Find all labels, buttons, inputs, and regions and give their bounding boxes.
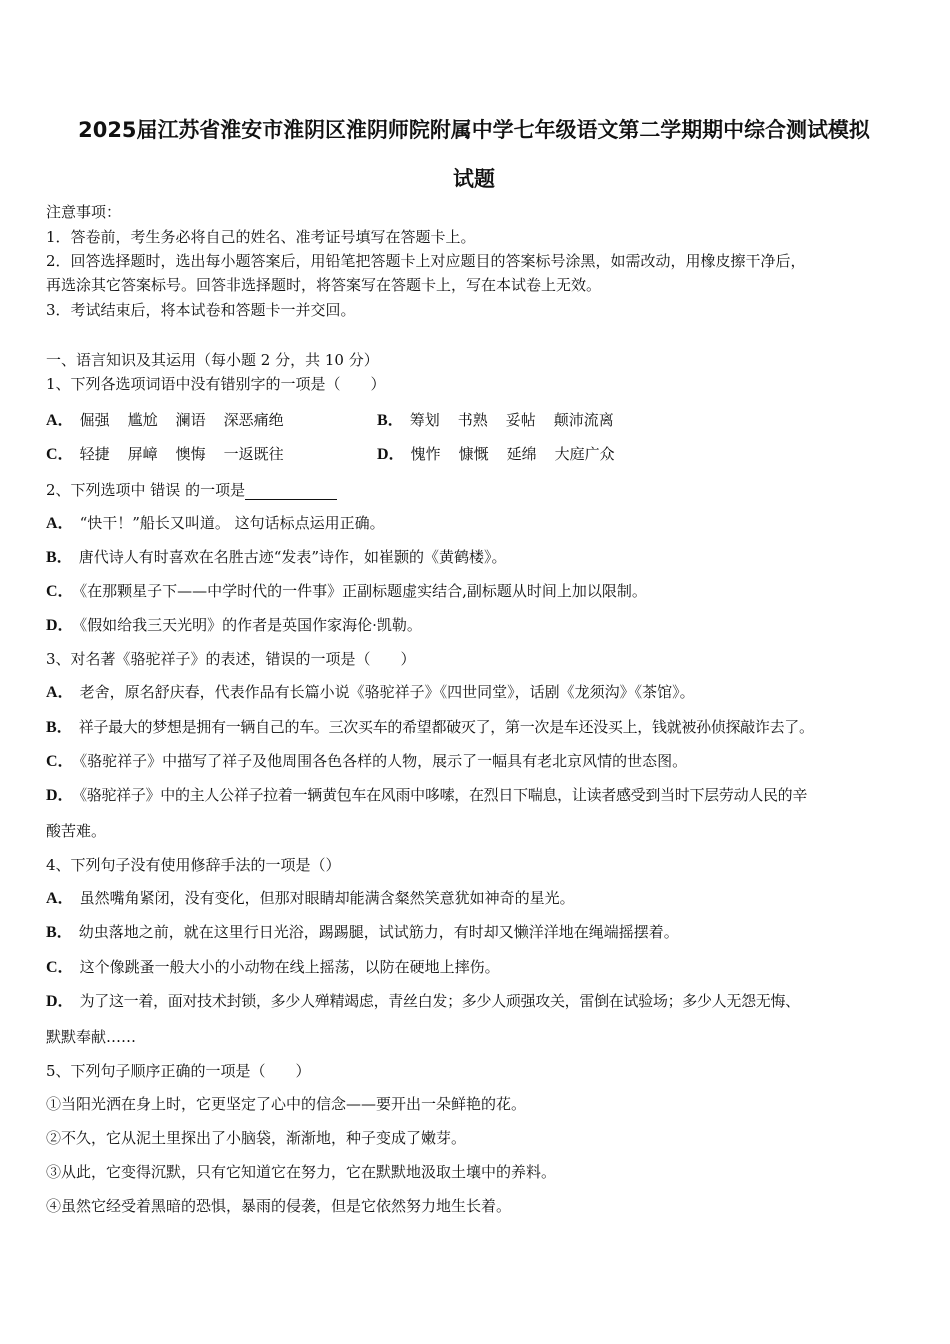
option-word: 轻捷 (79, 445, 110, 463)
question-2-option-b (46, 547, 507, 568)
option-text: 《骆驼祥子》中描写了祥子及他周围各色各样的人物，展示了一幅具有老北京风情的世态图。 (79, 752, 688, 770)
option-letter: D． (46, 617, 74, 634)
option-word: 懊悔 (175, 445, 206, 463)
option-letter: A． (46, 890, 74, 907)
option-letter: B． (46, 719, 73, 736)
option-letter: C． (46, 959, 74, 976)
option-letter: C． (46, 583, 74, 600)
option-word: 大庭广众 (554, 445, 615, 463)
option-text: 《骆驼祥子》中的主人公祥子拉着一辆黄包车在风雨中哆嗦，在烈日下喘息，让读者感受到当时下层劳动人民的辛 (79, 786, 808, 804)
option-text: “快干！”船长又叫道。 这句话标点运用正确。 (79, 514, 385, 532)
option-text: 为了这一着，面对技术封锁，多少人殚精竭虑，青丝白发；多少人顽强攻关，雷倒在试验场；多少人无怨无悔、 (79, 992, 800, 1010)
option-word: 筹划 (409, 411, 440, 429)
question-3-option-a (46, 682, 695, 703)
notice-heading: 注意事项： (46, 203, 122, 221)
option-letter: C． (46, 753, 74, 770)
document-title-line-2: 试题 (453, 167, 495, 191)
option-text: 虽然嘴角紧闭，没有变化，但那对眼睛却能满含粲然笑意犹如神奇的星光。 (79, 889, 575, 907)
option-letter: B． (46, 549, 73, 566)
question-4-option-c (46, 957, 500, 978)
option-word: 愧怍 (410, 445, 441, 463)
question-5-sentence-2: ②不久，它从泥土里探出了小脑袋，渐渐地，种子变成了嫩芽。 (46, 1129, 467, 1147)
option-word: 屏嶂 (127, 445, 158, 463)
option-word: 澜语 (175, 411, 206, 429)
option-word: 深恶痛绝 (223, 411, 284, 429)
option-letter: A． (46, 412, 74, 429)
question-1-option-c (46, 444, 302, 465)
option-text: 《在那颗星子下——中学时代的一件事》正副标题虚实结合,副标题从时间上加以限制。 (79, 582, 647, 600)
question-3-option-c (46, 751, 687, 772)
option-letter: D． (377, 446, 405, 463)
question-5-stem: 5、下列句子顺序正确的一项是（ ） (46, 1062, 311, 1080)
option-letter: A． (46, 515, 74, 532)
option-letter: A． (46, 684, 74, 701)
question-1-option-b (377, 410, 632, 431)
option-word: 倔强 (79, 411, 110, 429)
option-text: 唐代诗人有时喜欢在名胜古迹“发表”诗作，如崔颢的《黄鹤楼》。 (78, 548, 507, 566)
question-1-option-d (377, 444, 633, 465)
question-2-stem-text: 2、下列选项中 错误 的一项是 (46, 481, 246, 499)
option-word: 慷慨 (458, 445, 489, 463)
question-3-option-d (46, 785, 807, 806)
option-text: 这个像跳蚤一般大小的小动物在线上摇荡，以防在硬地上摔伤。 (79, 958, 500, 976)
option-word: 尴尬 (127, 411, 158, 429)
question-4-option-a (46, 888, 575, 909)
question-3-option-b (46, 717, 814, 738)
question-4-option-d (46, 991, 800, 1012)
option-letter: B． (377, 412, 404, 429)
question-5-sentence-4: ④虽然它经受着黑暗的恐惧，暴雨的侵袭，但是它依然努力地生长着。 (46, 1197, 512, 1215)
option-word: 延绵 (506, 445, 537, 463)
option-letter: C． (46, 446, 74, 463)
document-title-line-1: 2025届江苏省淮安市淮阴区淮阴师院附属中学七年级语文第二学期期中综合测试模拟 (78, 118, 870, 142)
question-3-stem: 3、对名著《骆驼祥子》的表述，错误的一项是（ ） (46, 650, 416, 668)
notice-item-1: 1．答卷前，考生务必将自己的姓名、准考证号填写在答题卡上。 (46, 228, 476, 246)
question-1-option-a (46, 410, 302, 431)
option-text: 祥子最大的梦想是拥有一辆自己的车。三次买车的希望都破灭了，第一次是车还没买上，钱就被孙侦探敲诈去了。 (78, 718, 814, 736)
notice-item-3: 3．考试结束后，将本试卷和答题卡一并交回。 (46, 301, 356, 319)
option-word: 妥帖 (505, 411, 536, 429)
question-5-sentence-3: ③从此，它变得沉默，只有它知道它在努力，它在默默地汲取土壤中的养料。 (46, 1163, 557, 1181)
option-text: 老舍，原名舒庆春，代表作品有长篇小说《骆驼祥子》《四世同堂》，话剧《龙须沟》《茶馆》。 (79, 683, 695, 701)
question-4-option-b (46, 922, 679, 943)
question-1-stem: 1、下列各选项词语中没有错别字的一项是（ ） (46, 375, 386, 393)
section-1-heading: 一、语言知识及其运用（每小题 2 分，共 10 分） (46, 351, 379, 369)
option-word: 颠沛流离 (553, 411, 614, 429)
option-text: 幼虫落地之前，就在这里行日光浴，踢踢腿，试试筋力，有时却又懒洋洋地在绳端摇摆着。 (78, 923, 679, 941)
notice-item-2: 2．回答选择题时，选出每小题答案后，用铅笔把答题卡上对应题目的答案标号涂黑，如需改动，用橡皮擦干净后， (46, 252, 806, 270)
question-4-stem: 4、下列句子没有使用修辞手法的一项是（） (46, 856, 341, 874)
question-3-option-d-cont: 酸苦难。 (46, 822, 107, 840)
answer-blank (245, 483, 337, 500)
option-letter: B． (46, 924, 73, 941)
question-2-option-d (46, 615, 422, 636)
question-5-sentence-1: ①当阳光洒在身上时，它更坚定了心中的信念——要开出一朵鲜艳的花。 (46, 1095, 527, 1113)
option-text: 《假如给我三天光明》的作者是英国作家海伦·凯勒。 (79, 616, 422, 634)
notice-item-2-cont: 再选涂其它答案标号。回答非选择题时，将答案写在答题卡上，写在本试卷上无效。 (46, 276, 602, 294)
option-word: 一返既往 (223, 445, 284, 463)
option-letter: D． (46, 787, 74, 804)
question-4-option-d-cont: 默默奉献…… (46, 1028, 137, 1046)
question-2-option-a (46, 513, 385, 534)
option-word: 书熟 (457, 411, 488, 429)
option-letter: D． (46, 993, 74, 1010)
question-2-option-c (46, 581, 647, 602)
question-2-stem (46, 480, 337, 500)
